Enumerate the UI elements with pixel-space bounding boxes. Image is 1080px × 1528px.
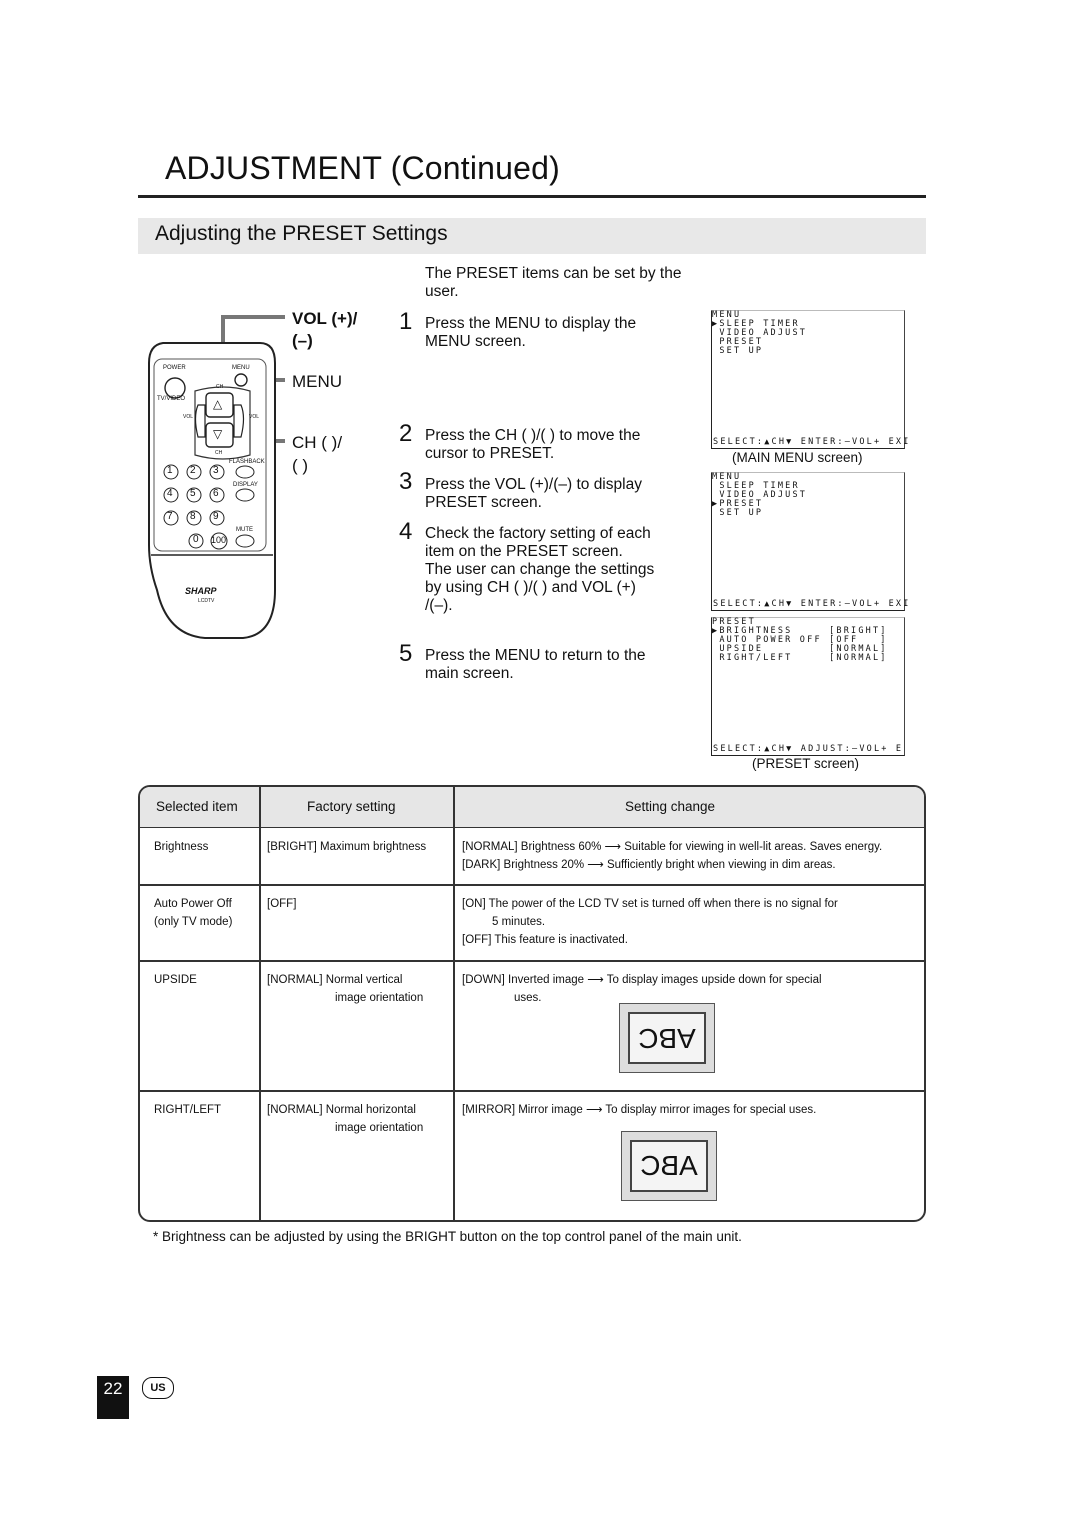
step-1-line: MENU screen.	[425, 333, 526, 350]
table-header	[140, 787, 924, 828]
step-5-number: 5	[399, 640, 413, 667]
key-2: 2	[190, 465, 196, 476]
mirrored-abc-text: ABC	[630, 1140, 708, 1192]
step-3-number: 3	[399, 468, 413, 495]
footnote: * Brightness can be adjusted by using the BRIGHT button on the top control panel of the main unit.	[153, 1229, 742, 1244]
step-2-line: Press the CH ( )/( ) to move the	[425, 427, 641, 444]
vol-callout: VOL (+)/	[292, 309, 358, 328]
main-menu-preset-screen	[711, 472, 911, 611]
osd-line: ▶BRIGHTNESS [BRIGHT]	[712, 626, 888, 636]
osd-line: MENU	[712, 310, 742, 320]
step-4-line: by using CH ( )/( ) and VOL (+)	[425, 579, 636, 596]
step-1-line: Press the MENU to display the	[425, 315, 637, 332]
cell-factory: image orientation	[335, 992, 424, 1004]
osd-line: PRESET	[712, 337, 764, 347]
intro-line-2: user.	[425, 283, 459, 300]
preset-screen	[711, 617, 905, 756]
vol-left-label: VOL	[183, 414, 194, 420]
mute-key-label: MUTE	[236, 527, 253, 533]
header-factory-setting: Factory setting	[307, 799, 396, 814]
osd-footer: SELECT:▲CH▼ ADJUST:–VOL+ E	[713, 744, 904, 754]
osd-line: SLEEP TIMER	[712, 481, 800, 491]
key-4: 4	[167, 488, 173, 499]
cell-factory: [NORMAL] Normal horizontal	[267, 1104, 416, 1116]
tvvideo-key-label: TV/VIDEO	[157, 396, 186, 402]
model-label: LCDTV	[198, 598, 215, 604]
cell-change: [DOWN] Inverted image ⟶ To display images upside down for special	[462, 974, 822, 986]
step-4-line: item on the PRESET screen.	[425, 543, 623, 560]
inverted-abc-text: ABC	[628, 1012, 706, 1064]
row-divider	[140, 1090, 924, 1092]
vol-minus-callout: (–)	[292, 331, 313, 350]
cell-change: [NORMAL] Brightness 60% ⟶ Suitable for viewing in well-lit areas. Saves energy.	[462, 841, 883, 853]
step-2-line: cursor to PRESET.	[425, 445, 555, 462]
osd-line: RIGHT/LEFT [NORMAL]	[712, 653, 888, 663]
key-3: 3	[213, 465, 219, 476]
header-selected-item: Selected item	[156, 799, 238, 814]
row-divider	[140, 960, 924, 962]
cell-item: Brightness	[154, 841, 209, 853]
intro-line-1: The PRESET items can be set by the	[425, 265, 682, 282]
power-key-label: POWER	[163, 365, 186, 371]
key-7: 7	[167, 511, 173, 522]
step-4-line: Check the factory setting of each	[425, 525, 651, 542]
cell-factory: [OFF]	[267, 898, 297, 910]
key-0: 0	[193, 534, 199, 545]
header-setting-change: Setting change	[625, 799, 716, 814]
osd-line: SET UP	[712, 346, 764, 356]
main-menu-screen	[711, 310, 911, 449]
osd-footer: SELECT:▲CH▼ ENTER:–VOL+ EXI	[713, 437, 911, 447]
page-number: 22	[97, 1376, 129, 1419]
settings-table	[138, 785, 926, 1222]
page-title: ADJUSTMENT (Continued)	[165, 150, 561, 186]
ch-callout-2: ( )	[292, 456, 309, 475]
step-5-line: main screen.	[425, 665, 514, 682]
cell-factory: [BRIGHT] Maximum brightness	[267, 841, 427, 853]
menu-callout: MENU	[292, 372, 343, 391]
key-5: 5	[190, 488, 196, 499]
osd-line: VIDEO ADJUST	[712, 490, 808, 500]
title-rule	[138, 195, 926, 198]
vol-right-label: VOL	[249, 414, 260, 420]
cell-change: uses.	[514, 992, 542, 1004]
key-1: 1	[167, 465, 173, 476]
cell-factory: image orientation	[335, 1122, 424, 1134]
step-1-number: 1	[399, 308, 413, 335]
remote-drawing	[135, 305, 385, 655]
main-menu-caption: (MAIN MENU screen)	[732, 450, 863, 465]
step-5-line: Press the MENU to return to the	[425, 647, 646, 664]
osd-line: AUTO POWER OFF [OFF ]	[712, 635, 888, 645]
ch-bottom-label: CH	[215, 450, 223, 456]
cell-item: RIGHT/LEFT	[154, 1104, 222, 1116]
step-4-line: The user can change the settings	[425, 561, 655, 578]
preset-caption: (PRESET screen)	[752, 756, 860, 771]
section-title: Adjusting the PRESET Settings	[155, 222, 448, 245]
cell-change: [ON] The power of the LCD TV set is turned off when there is no signal for	[462, 898, 838, 910]
key-6: 6	[213, 488, 219, 499]
osd-line: UPSIDE [NORMAL]	[712, 644, 888, 654]
menu-key-label: MENU	[232, 365, 250, 371]
osd-footer: SELECT:▲CH▼ ENTER:–VOL+ EXI	[713, 599, 911, 609]
step-3-line: Press the VOL (+)/(–) to display	[425, 476, 642, 493]
ch-down-icon: ▽	[213, 427, 223, 441]
ch-up-icon: △	[213, 397, 223, 411]
cell-change: [DARK] Brightness 20% ⟶ Sufficiently bright when viewing in dim areas.	[462, 859, 836, 871]
row-divider	[140, 884, 924, 886]
osd-line: SET UP	[712, 508, 764, 518]
cell-item: Auto Power Off	[154, 898, 232, 910]
column-divider	[259, 787, 261, 1220]
osd-line: ▶PRESET	[712, 499, 764, 509]
cell-change: [OFF] This feature is inactivated.	[462, 934, 628, 946]
key-100: 100	[211, 535, 227, 545]
brand-logo: SHARP	[185, 586, 217, 596]
ch-callout: CH ( )/	[292, 433, 343, 452]
display-key-label: DISPLAY	[233, 482, 258, 488]
osd-line: VIDEO ADJUST	[712, 328, 808, 338]
ch-top-label: CH	[216, 384, 224, 390]
upside-down-example	[619, 1003, 715, 1073]
key-8: 8	[190, 511, 196, 522]
cell-item: UPSIDE	[154, 974, 197, 986]
cell-item: (only TV mode)	[154, 916, 233, 928]
flashback-key-label: FLASHBACK	[229, 459, 265, 465]
step-3-line: PRESET screen.	[425, 494, 542, 511]
column-divider	[453, 787, 455, 1220]
cell-factory: [NORMAL] Normal vertical	[267, 974, 403, 986]
step-4-number: 4	[399, 518, 413, 545]
cell-change: 5 minutes.	[492, 916, 546, 928]
mirror-example	[621, 1131, 717, 1201]
region-badge: US	[142, 1377, 174, 1399]
step-4-line: /(–).	[425, 597, 453, 614]
osd-line: PRESET	[712, 617, 756, 627]
step-2-number: 2	[399, 420, 413, 447]
osd-line: MENU	[712, 472, 742, 482]
cell-change: [MIRROR] Mirror image ⟶ To display mirror images for special uses.	[462, 1104, 817, 1116]
osd-line: ▶SLEEP TIMER	[712, 319, 800, 329]
key-9: 9	[213, 511, 219, 522]
